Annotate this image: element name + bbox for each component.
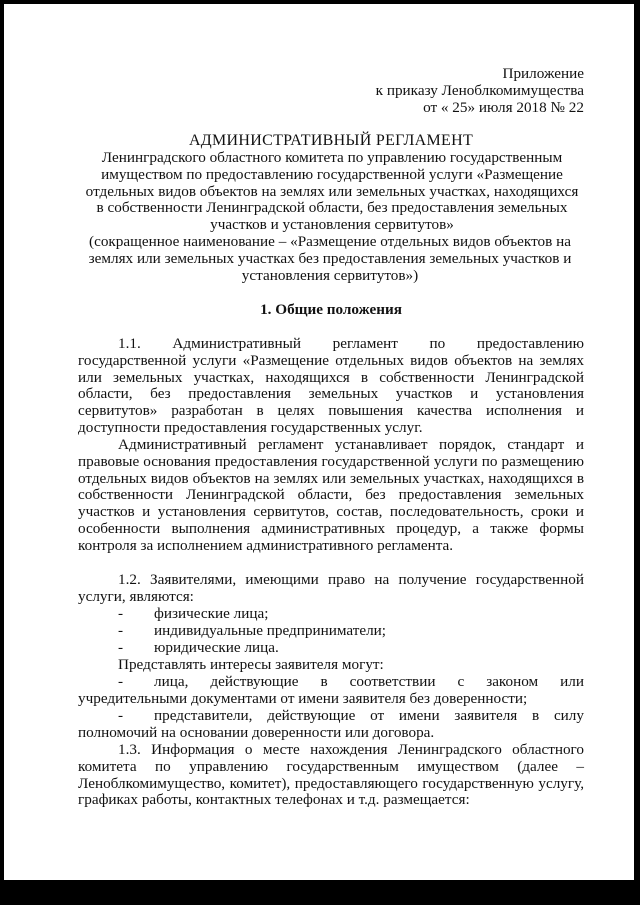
list-item <box>78 606 584 623</box>
dash-marker: - <box>118 605 124 622</box>
representative-item-2 <box>78 708 584 742</box>
list-item-text: физические лица; <box>154 605 269 622</box>
order-reference: к приказу Леноблкомимущества <box>375 82 584 99</box>
list-item <box>78 623 584 640</box>
dash-marker: - <box>118 622 124 639</box>
section-heading: 1. Общие положения <box>260 301 402 318</box>
short-name: (сокращенное наименование – «Размещение отдельных видов объектов на землях или земельных участках без предоставления земельных участков и установления сервитутов») <box>88 233 572 284</box>
scan-edge-left <box>0 0 4 905</box>
order-date: от « 25» июля 2018 № 22 <box>423 99 584 116</box>
representative-text-1: лица, действующие в соответствии с законом или учредительными документами от имени заявителя без доверенности; <box>78 673 584 707</box>
paragraph-1-1: 1.1. Административный регламент по предоставлению государственной услуги «Размещение отдельных видов объектов на землях или земельных участках, находящихся в собственности Ленинградской области, без предоставления земельных участков и установления сервитутов» разработан в целях повышения качества исполнения и доступности предоставления государственных услуг. <box>78 335 584 436</box>
paragraph-representatives: Представлять интересы заявителя могут: <box>118 656 384 673</box>
scan-edge-top <box>0 0 640 4</box>
dash-marker: - <box>118 639 124 656</box>
representative-item-1 <box>78 674 584 708</box>
scan-edge-bottom <box>0 880 640 905</box>
paragraph-scope: Административный регламент устанавливает порядок, стандарт и правовые основания предоставления государственной услуги по размещению отдельных видов объектов на землях или земельных участках, находящихся в собственности Ленинградской области, без предоставления земельных участков и установления сервитутов, состав, последовательность, сроки и особенности выполнения административных процедур, а также формы контроля за исполнением административного регламента. <box>78 436 584 554</box>
dash-marker: - <box>118 707 124 724</box>
list-item-text: юридические лица. <box>154 639 279 656</box>
paragraph-1-2: 1.2. Заявителями, имеющими право на получение государственной услуги, являются: <box>78 571 584 605</box>
list-item <box>78 640 584 657</box>
dash-marker: - <box>118 673 124 690</box>
scan-edge-right <box>634 0 640 905</box>
appendix-label: Приложение <box>502 65 584 82</box>
representative-text-2: представители, действующие от имени заявителя в силу полномочий на основании доверенности или договора. <box>78 707 584 741</box>
document-subtitle: Ленинградского областного комитета по управлению государственным имуществом по предоставлению государственной услуги «Размещение отдельных видов объектов на землях или земельных участках, находящихся в собственности Ленинградской области, без предоставления земельных участков и установления сервитутов» <box>85 149 579 234</box>
document-title: АДМИНИСТРАТИВНЫЙ РЕГЛАМЕНТ <box>188 132 474 149</box>
list-item-text: индивидуальные предприниматели; <box>154 622 387 639</box>
paragraph-1-3: 1.3. Информация о месте нахождения Ленинградского областного комитета по управлению государственным имуществом (далее – Леноблкомимущество, комитет), предоставляющего государственную услугу, графиках работы, контактных телефонах и т.д. размещается: <box>78 741 584 809</box>
